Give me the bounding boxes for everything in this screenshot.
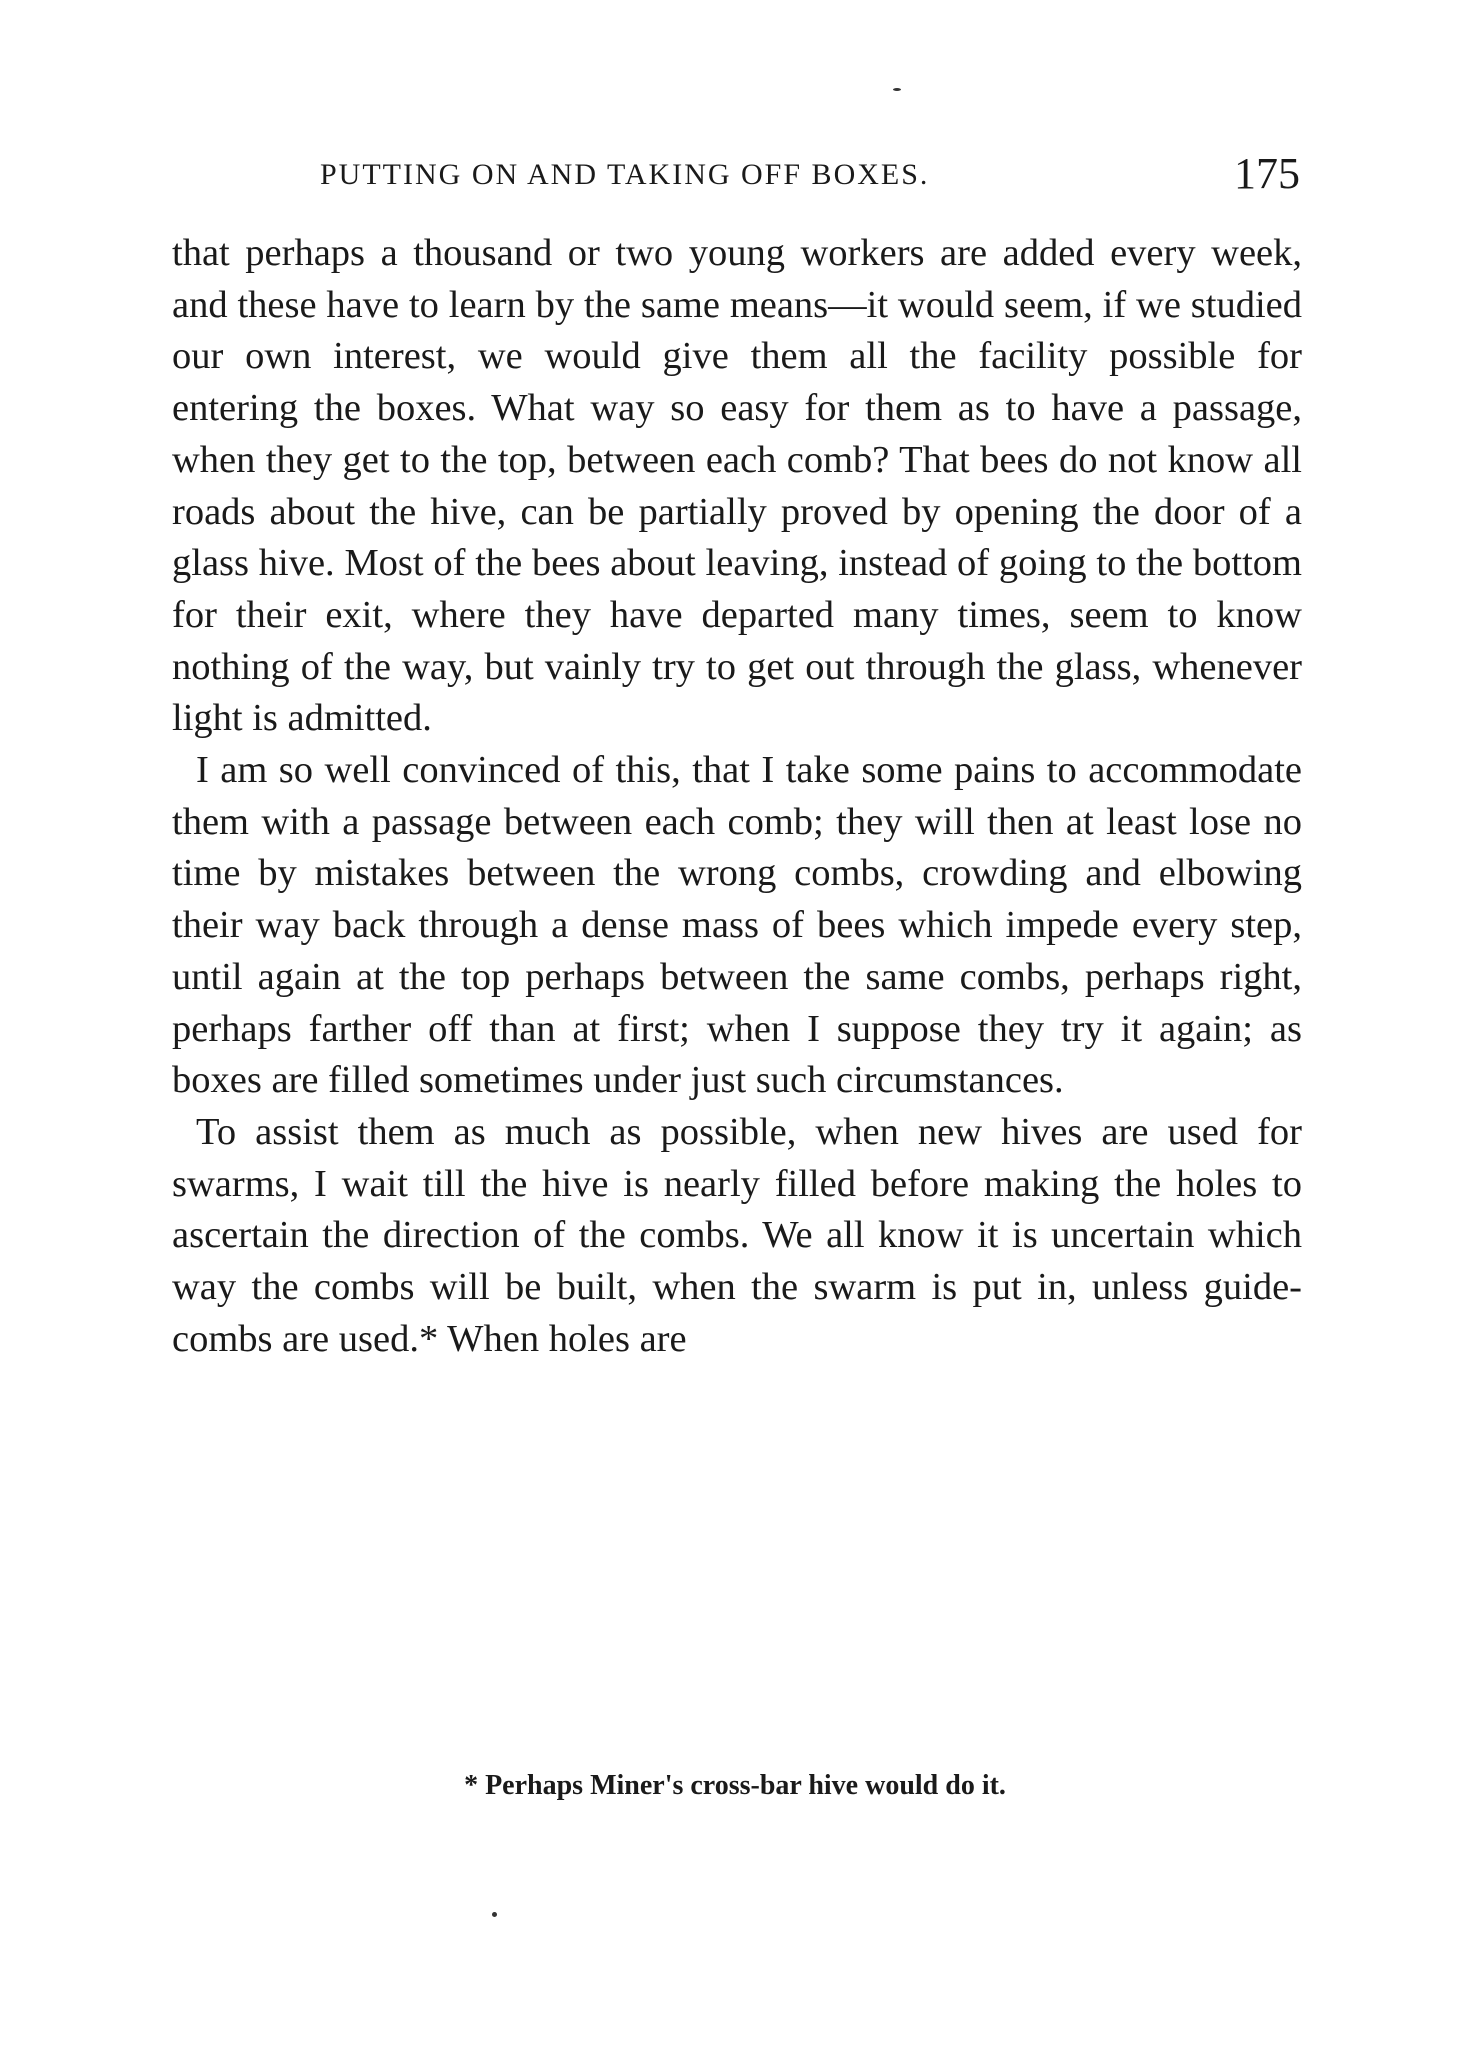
page-number: 175	[1234, 149, 1300, 198]
body-text	[172, 228, 1302, 1365]
paragraph-3: To assist them as much as possible, when new hives are used for swarms, I wait till the hive is nearly filled before making the holes to ascertain the direction of the combs. We all know it is uncertain which way the combs will be built, when the swarm is put in, unless guide-combs are used.* When holes are	[172, 1110, 1302, 1360]
paragraph-1: that perhaps a thousand or two young workers are added every week, and these have to learn by the same means—it would seem, if we studied our own interest, we would give them all the facility possible for entering the boxes. What way so easy for them as to have a passage, when they get to the top, between each comb? That bees do not know all roads about the hive, can be partially proved by opening the door of a glass hive. Most of the bees about leaving, instead of going to the bottom for their exit, where they have departed many times, seem to know nothing of the way, but vainly try to get out through the glass, whenever light is admitted.	[172, 232, 1302, 740]
running-title: PUTTING ON AND TAKING OFF BOXES.	[320, 158, 930, 191]
page-header	[320, 148, 1300, 208]
footnote: * Perhaps Miner's cross-bar hive would do it.	[464, 1770, 1006, 1801]
ink-speck	[492, 1912, 497, 1917]
paragraph-2: I am so well convinced of this, that I take some pains to accommodate them with a passage between each comb; they will then at least lose no time by mistakes between the wrong combs, crowding and elbowing their way back through a dense mass of bees which impede every step, until again at the top perhaps between the same combs, perhaps right, perhaps farther off than at first; when I suppose they try it again; as boxes are filled sometimes under just such circumstances.	[172, 749, 1302, 1102]
ink-speck	[893, 88, 901, 91]
